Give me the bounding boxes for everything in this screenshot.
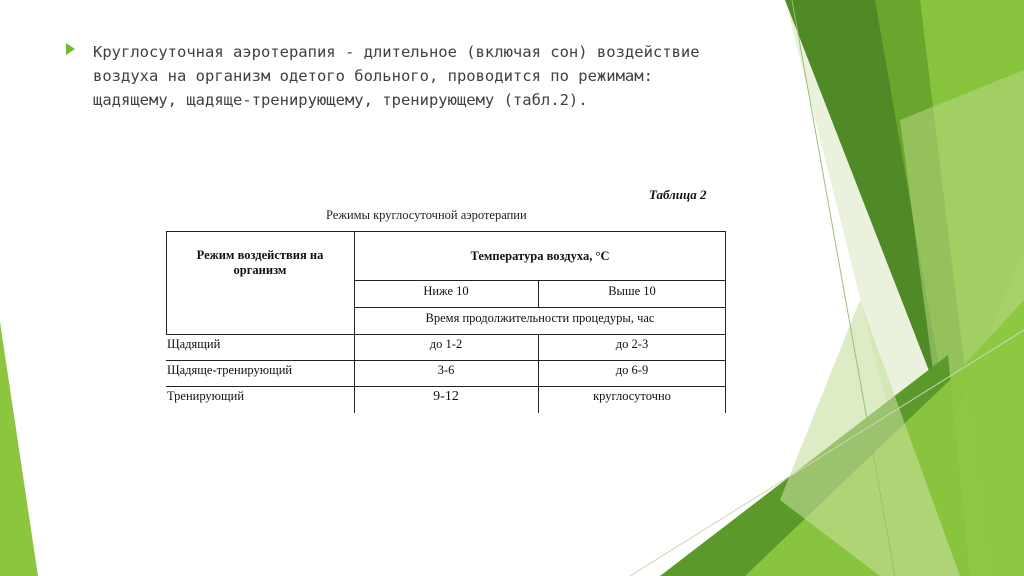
row-above: до 6-9: [615, 363, 649, 377]
header-below-10: Ниже 10: [423, 284, 469, 298]
row-below: 9-12: [433, 389, 459, 404]
bullet-line: воздуха на организм одетого больного, проводится по режимам:: [93, 67, 653, 85]
header-temperature: Температура воздуха, °С: [470, 249, 610, 263]
table-caption: Таблица 2: [649, 187, 707, 202]
aerotherapy-table: [166, 231, 726, 413]
bullet-line: щадящему, щадяще-тренирующему, тренирующему (табл.2).: [93, 91, 588, 109]
row-below: до 1-2: [429, 337, 463, 351]
table-rule: [166, 360, 726, 361]
header-above-10: Выше 10: [608, 284, 656, 298]
table-border-left: [166, 231, 167, 335]
header-mode: [166, 248, 354, 278]
table-rule: [354, 307, 726, 308]
row-mode: Тренирующий: [167, 389, 245, 403]
row-mode: Щадящий: [167, 337, 221, 351]
table-border-top: [166, 231, 726, 232]
left-accent-shape: [0, 322, 38, 576]
table-title: Режимы круглосуточной аэротерапии: [326, 208, 527, 222]
row-below: 3-6: [437, 363, 455, 377]
table-rule: [166, 386, 726, 387]
header-mode-line: Режим воздействия на: [196, 248, 324, 262]
header-mode-line: организм: [233, 263, 287, 277]
header-duration: Время продолжительности процедуры, час: [425, 311, 655, 325]
bullet-line: Круглосуточная аэротерапия - длительное (включая сон) воздействие: [93, 43, 700, 61]
row-above: до 2-3: [615, 337, 649, 351]
triangle-bullet-icon: [66, 43, 75, 55]
table-rule: [166, 334, 726, 335]
bullet-text: [93, 40, 773, 112]
row-above: круглосуточно: [593, 389, 671, 403]
row-mode: Щадяще-тренирующий: [167, 363, 293, 377]
table-rule: [354, 280, 726, 281]
